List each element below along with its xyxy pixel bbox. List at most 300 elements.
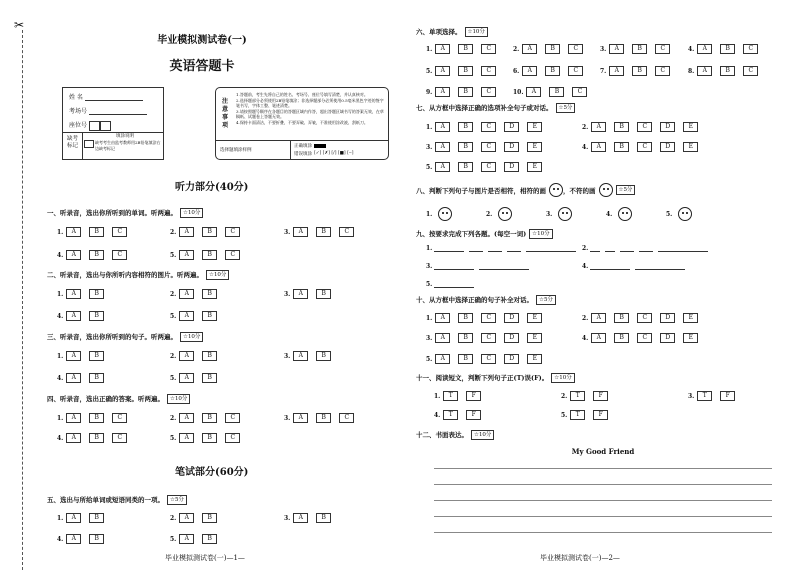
option-bubble[interactable]: A xyxy=(435,142,450,152)
option-bubble[interactable]: B xyxy=(720,66,735,76)
answer-group xyxy=(57,289,112,299)
name-label: 姓 名 xyxy=(69,94,83,101)
option-bubble[interactable]: C xyxy=(481,162,496,172)
answer-group xyxy=(284,351,339,361)
question-number: 6. xyxy=(513,67,520,75)
option-bubble[interactable]: B xyxy=(89,250,104,260)
option-bubble[interactable]: A xyxy=(179,433,194,443)
question-number: 1. xyxy=(426,245,435,252)
star-icon: ☆ xyxy=(539,297,544,303)
option-bubble[interactable]: A xyxy=(293,513,308,523)
question-number: 1. xyxy=(426,210,433,218)
option-bubble[interactable]: C xyxy=(481,66,496,76)
option-bubble[interactable]: D xyxy=(504,354,519,364)
option-bubble[interactable]: A xyxy=(609,44,624,54)
option-bubble[interactable]: A xyxy=(179,311,194,321)
option-bubble[interactable]: B xyxy=(614,122,629,132)
answer-face-icon[interactable] xyxy=(438,207,452,221)
q9-title: 九、按要求完成下列各题。(每空一词) ☆10分 xyxy=(416,229,553,239)
option-bubble[interactable]: E xyxy=(527,313,542,323)
option-bubble[interactable]: A xyxy=(591,122,606,132)
star-icon: ☆ xyxy=(558,105,564,111)
option-bubble[interactable]: B xyxy=(89,513,104,523)
option-bubble[interactable]: A xyxy=(522,44,537,54)
fill-blank-group xyxy=(426,245,581,252)
correct-fill-sample xyxy=(314,144,326,148)
question-number: 5. xyxy=(561,411,568,419)
option-bubble[interactable]: B xyxy=(89,289,104,299)
answer-group xyxy=(434,410,489,420)
question-number: 3. xyxy=(688,392,695,400)
question-number: 5. xyxy=(170,535,177,543)
option-bubble[interactable]: C xyxy=(481,142,496,152)
option-bubble[interactable]: A xyxy=(435,66,450,76)
essay-title: My Good Friend xyxy=(571,447,635,456)
option-bubble[interactable]: B xyxy=(202,413,217,423)
question-number: 1. xyxy=(434,392,441,400)
q7-title: 七、从方框中选择正确的选项补全句子或对话。 ☆5分 xyxy=(416,103,575,113)
option-bubble[interactable]: B xyxy=(720,44,735,54)
option-bubble[interactable]: C xyxy=(637,313,652,323)
option-bubble[interactable]: D xyxy=(504,313,519,323)
answer-group xyxy=(546,207,572,221)
answer-group xyxy=(426,313,550,323)
option-bubble[interactable]: B xyxy=(202,289,217,299)
star-icon: ☆ xyxy=(474,432,479,438)
option-bubble[interactable]: E xyxy=(527,162,542,172)
option-bubble[interactable]: A xyxy=(179,289,194,299)
answer-group xyxy=(170,351,225,361)
option-bubble[interactable]: B xyxy=(458,44,473,54)
option-bubble[interactable]: B xyxy=(202,433,217,443)
question-number: 1. xyxy=(426,45,433,53)
answer-group xyxy=(170,513,225,523)
question-number: 5. xyxy=(170,434,177,442)
blank-line[interactable] xyxy=(488,245,502,252)
answer-group xyxy=(57,413,135,423)
option-bubble[interactable]: B xyxy=(202,227,217,237)
option-bubble[interactable]: C xyxy=(112,413,127,423)
answer-group xyxy=(170,534,225,544)
option-bubble[interactable]: F xyxy=(466,410,481,420)
option-bubble[interactable]: C xyxy=(637,142,652,152)
option-bubble[interactable]: C xyxy=(112,433,127,443)
blank-line[interactable] xyxy=(479,263,529,270)
answer-group xyxy=(170,227,248,237)
answer-group xyxy=(513,66,591,76)
q2-title: 二、听录音，选出与你所听内容相符的图片。听两遍。 ☆10分 xyxy=(47,270,229,280)
writing-line[interactable] xyxy=(434,516,772,517)
question-number: 1. xyxy=(57,414,64,422)
option-bubble[interactable]: D xyxy=(660,122,675,132)
option-bubble[interactable]: C xyxy=(225,413,240,423)
option-bubble[interactable]: B xyxy=(614,333,629,343)
question-number: 5. xyxy=(170,251,177,259)
option-bubble[interactable]: A xyxy=(66,433,81,443)
option-bubble[interactable]: C xyxy=(225,433,240,443)
sample-label: 选择题填涂样例 xyxy=(220,148,252,153)
seat-no-label: 座位号 xyxy=(69,122,88,129)
question-number: 4. xyxy=(57,434,64,442)
option-bubble[interactable]: A xyxy=(293,289,308,299)
option-bubble[interactable]: A xyxy=(66,413,81,423)
option-bubble[interactable]: A xyxy=(179,373,194,383)
absent-mark-box[interactable] xyxy=(84,140,94,148)
exam-no-label: 考场号 xyxy=(69,108,88,115)
option-bubble[interactable]: C xyxy=(225,227,240,237)
option-bubble[interactable]: T xyxy=(570,410,585,420)
option-bubble[interactable]: B xyxy=(458,333,473,343)
option-bubble[interactable]: B xyxy=(89,227,104,237)
blank-line[interactable] xyxy=(590,245,600,252)
correct-fill-label: 正确填涂 xyxy=(294,144,312,149)
option-bubble[interactable]: F xyxy=(466,391,481,401)
question-number: 1. xyxy=(426,314,433,322)
question-number: 9. xyxy=(426,88,433,96)
blank-line[interactable] xyxy=(590,263,630,270)
option-bubble[interactable]: B xyxy=(316,413,331,423)
answer-group xyxy=(170,311,225,321)
option-bubble[interactable]: A xyxy=(179,351,194,361)
option-bubble[interactable]: E xyxy=(683,333,698,343)
answer-face-icon[interactable] xyxy=(558,207,572,221)
option-bubble[interactable]: C xyxy=(568,44,583,54)
answer-group xyxy=(170,289,225,299)
option-bubble[interactable]: B xyxy=(458,162,473,172)
score-box: ☆10分 xyxy=(180,332,203,342)
option-bubble[interactable]: T xyxy=(443,391,458,401)
option-bubble[interactable]: B xyxy=(316,289,331,299)
score-box: ☆10分 xyxy=(167,394,190,404)
blank-line[interactable] xyxy=(639,245,653,252)
option-bubble[interactable]: A xyxy=(179,227,194,237)
notice-box xyxy=(215,87,389,160)
option-bubble[interactable]: D xyxy=(660,313,675,323)
option-bubble[interactable]: A xyxy=(293,413,308,423)
wrong-fill-sample: [✓] [✗] [/] [■] [‒] xyxy=(314,151,354,156)
answer-group xyxy=(57,311,112,321)
score-box: ☆5分 xyxy=(556,103,576,113)
answer-group xyxy=(582,142,706,152)
option-bubble[interactable]: C xyxy=(637,333,652,343)
option-bubble[interactable]: A xyxy=(179,250,194,260)
blank-line[interactable] xyxy=(434,263,474,270)
option-bubble[interactable]: A xyxy=(66,534,81,544)
answer-group xyxy=(170,413,248,423)
divider xyxy=(290,140,291,159)
answer-group xyxy=(170,373,225,383)
question-number: 3. xyxy=(546,210,553,218)
option-bubble[interactable]: B xyxy=(614,142,629,152)
question-number: 4. xyxy=(582,334,589,342)
star-icon: ☆ xyxy=(209,272,214,278)
notice-line: 2.选择题部分必须使用2B铅笔填涂；非选择题部分必须使用0.5毫米黑色字迹的签字笔书写，字体工整、笔迹清楚。 xyxy=(236,97,384,108)
question-number: 2. xyxy=(582,314,589,322)
option-bubble[interactable]: B xyxy=(89,351,104,361)
blank-line[interactable] xyxy=(620,245,634,252)
option-bubble[interactable]: C xyxy=(572,87,587,97)
option-bubble[interactable]: B xyxy=(202,351,217,361)
question-number: 4. xyxy=(57,251,64,259)
option-bubble[interactable]: D xyxy=(504,142,519,152)
option-bubble[interactable]: T xyxy=(697,391,712,401)
option-bubble[interactable]: B xyxy=(89,373,104,383)
question-number: 4. xyxy=(57,312,64,320)
option-bubble[interactable]: B xyxy=(89,413,104,423)
option-bubble[interactable]: A xyxy=(435,354,450,364)
option-bubble[interactable]: A xyxy=(435,122,450,132)
question-number: 2. xyxy=(582,123,589,131)
question-number: 3. xyxy=(284,514,291,522)
star-icon: ☆ xyxy=(618,187,624,193)
writing-line[interactable] xyxy=(434,532,772,533)
blank-line[interactable] xyxy=(434,281,474,288)
option-bubble[interactable]: E xyxy=(527,354,542,364)
option-bubble[interactable]: C xyxy=(225,250,240,260)
option-bubble[interactable]: B xyxy=(316,227,331,237)
q12-title: 十二、书面表达。 ☆10分 xyxy=(416,430,494,440)
answer-face-icon[interactable] xyxy=(678,207,692,221)
blank-line[interactable] xyxy=(507,245,521,252)
option-bubble[interactable]: A xyxy=(66,250,81,260)
answer-group xyxy=(57,227,135,237)
option-bubble[interactable]: T xyxy=(443,410,458,420)
option-bubble[interactable]: B xyxy=(458,354,473,364)
option-bubble[interactable]: A xyxy=(435,87,450,97)
option-bubble[interactable]: T xyxy=(570,391,585,401)
question-number: 5. xyxy=(426,67,433,75)
footer-right: 毕业模拟测试卷(一)—2— xyxy=(540,554,620,562)
answer-group xyxy=(426,142,550,152)
option-bubble[interactable]: A xyxy=(591,313,606,323)
option-bubble[interactable]: D xyxy=(660,142,675,152)
wrong-fill-label: 错误填涂 xyxy=(294,152,312,157)
question-number: 1. xyxy=(57,290,64,298)
option-bubble[interactable]: B xyxy=(632,44,647,54)
option-bubble[interactable]: C xyxy=(568,66,583,76)
option-bubble[interactable]: E xyxy=(527,122,542,132)
fill-blank-group xyxy=(582,263,690,270)
question-number: 5. xyxy=(426,281,435,288)
writing-line[interactable] xyxy=(434,468,772,469)
question-number: 3. xyxy=(426,143,433,151)
question-number: 8. xyxy=(688,67,695,75)
q11-title: 十一、阅读短文，判断下列句子正(T)误(F)。 ☆10分 xyxy=(416,373,575,383)
option-bubble[interactable]: A xyxy=(435,333,450,343)
written-heading: 笔试部分(60分) xyxy=(175,467,249,478)
writing-line[interactable] xyxy=(434,500,772,501)
option-bubble[interactable]: C xyxy=(112,250,127,260)
question-number: 1. xyxy=(57,228,64,236)
student-info-box xyxy=(62,87,164,160)
q1-title: 一、听录音，选出你所听到的单词。听两遍。 ☆10分 xyxy=(47,208,203,218)
q3-title: 三、听录音，选出你所听到的句子。听两遍。 ☆10分 xyxy=(47,332,203,342)
question-number: 1. xyxy=(426,123,433,131)
option-bubble[interactable]: E xyxy=(683,142,698,152)
score-box: ☆5分 xyxy=(536,295,556,305)
divider xyxy=(216,140,388,141)
option-bubble[interactable]: C xyxy=(481,354,496,364)
option-bubble[interactable]: D xyxy=(504,162,519,172)
option-bubble[interactable]: C xyxy=(637,122,652,132)
name-field[interactable] xyxy=(85,94,143,101)
question-number: 4. xyxy=(606,210,613,218)
answer-group xyxy=(513,87,595,97)
option-bubble[interactable]: A xyxy=(526,87,541,97)
score-box: ☆10分 xyxy=(529,229,552,239)
option-bubble[interactable]: C xyxy=(655,66,670,76)
sad-face-icon xyxy=(599,183,613,197)
question-number: 2. xyxy=(170,290,177,298)
exam-no-field[interactable] xyxy=(89,108,147,115)
answer-face-icon[interactable] xyxy=(618,207,632,221)
blank-line[interactable] xyxy=(526,245,576,252)
option-bubble[interactable]: E xyxy=(527,142,542,152)
option-bubble[interactable]: C xyxy=(481,87,496,97)
option-bubble[interactable]: B xyxy=(202,373,217,383)
option-bubble[interactable]: A xyxy=(293,351,308,361)
listening-heading: 听力部分(40分) xyxy=(175,182,249,193)
smiley-face-icon xyxy=(549,183,563,197)
option-bubble[interactable]: A xyxy=(66,351,81,361)
option-bubble[interactable]: C xyxy=(339,227,354,237)
answer-group xyxy=(284,513,339,523)
score-box: ☆10分 xyxy=(471,430,494,440)
answer-group xyxy=(688,66,766,76)
seat-no-box-2[interactable] xyxy=(100,121,111,131)
option-bubble[interactable]: A xyxy=(66,289,81,299)
question-number: 3. xyxy=(426,334,433,342)
option-bubble[interactable]: E xyxy=(683,122,698,132)
question-number: 4. xyxy=(57,374,64,382)
q4-title: 四、听录音，选出正确的答案。听两遍。 ☆10分 xyxy=(47,394,190,404)
option-bubble[interactable]: B xyxy=(202,513,217,523)
answer-group xyxy=(513,44,591,54)
option-bubble[interactable]: C xyxy=(481,122,496,132)
option-bubble[interactable]: B xyxy=(202,311,217,321)
option-bubble[interactable]: B xyxy=(549,87,564,97)
option-bubble[interactable]: B xyxy=(545,66,560,76)
question-number: 3. xyxy=(284,228,291,236)
answer-face-icon[interactable] xyxy=(498,207,512,221)
option-bubble[interactable]: B xyxy=(202,250,217,260)
option-bubble[interactable]: C xyxy=(339,413,354,423)
answer-group xyxy=(606,207,632,221)
option-bubble[interactable]: B xyxy=(632,66,647,76)
blank-line[interactable] xyxy=(658,245,708,252)
option-bubble[interactable]: B xyxy=(458,87,473,97)
option-bubble[interactable]: A xyxy=(66,311,81,321)
option-bubble[interactable]: A xyxy=(179,413,194,423)
option-bubble[interactable]: C xyxy=(481,333,496,343)
option-bubble[interactable]: A xyxy=(66,513,81,523)
option-bubble[interactable]: A xyxy=(435,162,450,172)
option-bubble[interactable]: A xyxy=(293,227,308,237)
option-bubble[interactable]: C xyxy=(481,313,496,323)
answer-group xyxy=(426,66,504,76)
option-bubble[interactable]: B xyxy=(545,44,560,54)
answer-group xyxy=(426,122,550,132)
option-bubble[interactable]: D xyxy=(504,122,519,132)
option-bubble[interactable]: A xyxy=(697,66,712,76)
option-bubble[interactable]: B xyxy=(316,513,331,523)
answer-group xyxy=(170,433,248,443)
option-bubble[interactable]: B xyxy=(458,142,473,152)
option-bubble[interactable]: A xyxy=(179,534,194,544)
question-number: 4. xyxy=(582,143,589,151)
option-bubble[interactable]: B xyxy=(89,433,104,443)
score-box: ☆5分 xyxy=(616,185,636,195)
option-bubble[interactable]: A xyxy=(66,227,81,237)
option-bubble[interactable]: F xyxy=(593,391,608,401)
option-bubble[interactable]: D xyxy=(504,333,519,343)
question-number: 2. xyxy=(170,414,177,422)
option-bubble[interactable]: B xyxy=(614,313,629,323)
option-bubble[interactable]: C xyxy=(655,44,670,54)
option-bubble[interactable]: F xyxy=(720,391,735,401)
question-number: 1. xyxy=(57,514,64,522)
option-bubble[interactable]: B xyxy=(458,313,473,323)
answer-group xyxy=(582,313,706,323)
option-bubble[interactable]: A xyxy=(179,513,194,523)
option-bubble[interactable]: B xyxy=(202,534,217,544)
option-bubble[interactable]: C xyxy=(743,66,758,76)
option-bubble[interactable]: B xyxy=(89,311,104,321)
option-bubble[interactable]: A xyxy=(697,44,712,54)
option-bubble[interactable]: B xyxy=(458,66,473,76)
answer-group xyxy=(57,534,112,544)
blank-line[interactable] xyxy=(605,245,615,252)
option-bubble[interactable]: A xyxy=(591,142,606,152)
answer-group xyxy=(170,250,248,260)
star-icon: ☆ xyxy=(183,210,188,216)
option-bubble[interactable]: A xyxy=(66,373,81,383)
blank-line[interactable] xyxy=(434,245,464,252)
answer-group xyxy=(426,87,504,97)
seat-no-box-1[interactable] xyxy=(89,121,100,131)
writing-line[interactable] xyxy=(434,484,772,485)
option-bubble[interactable]: A xyxy=(435,313,450,323)
option-bubble[interactable]: F xyxy=(593,410,608,420)
blank-line[interactable] xyxy=(469,245,483,252)
divider xyxy=(82,132,83,159)
option-bubble[interactable]: D xyxy=(660,333,675,343)
exam-title: 毕业模拟测试卷(一) xyxy=(157,35,247,46)
option-bubble[interactable]: B xyxy=(316,351,331,361)
option-bubble[interactable]: C xyxy=(743,44,758,54)
score-box: ☆10分 xyxy=(465,27,488,37)
question-number: 3. xyxy=(284,414,291,422)
option-bubble[interactable]: C xyxy=(112,227,127,237)
option-bubble[interactable]: A xyxy=(435,44,450,54)
answer-group xyxy=(426,333,550,343)
option-bubble[interactable]: C xyxy=(481,44,496,54)
blank-line[interactable] xyxy=(635,263,685,270)
option-bubble[interactable]: B xyxy=(458,122,473,132)
option-bubble[interactable]: E xyxy=(527,333,542,343)
option-bubble[interactable]: B xyxy=(89,534,104,544)
option-bubble[interactable]: A xyxy=(522,66,537,76)
fill-blank-group xyxy=(582,245,713,252)
question-number: 4. xyxy=(688,45,695,53)
q5-title: 五、选出与所给单词或短语同类的一项。 ☆5分 xyxy=(47,495,187,505)
option-bubble[interactable]: A xyxy=(591,333,606,343)
answer-group xyxy=(57,373,112,383)
answer-group xyxy=(426,44,504,54)
option-bubble[interactable]: E xyxy=(683,313,698,323)
option-bubble[interactable]: A xyxy=(609,66,624,76)
fill-blank-group xyxy=(426,281,479,288)
